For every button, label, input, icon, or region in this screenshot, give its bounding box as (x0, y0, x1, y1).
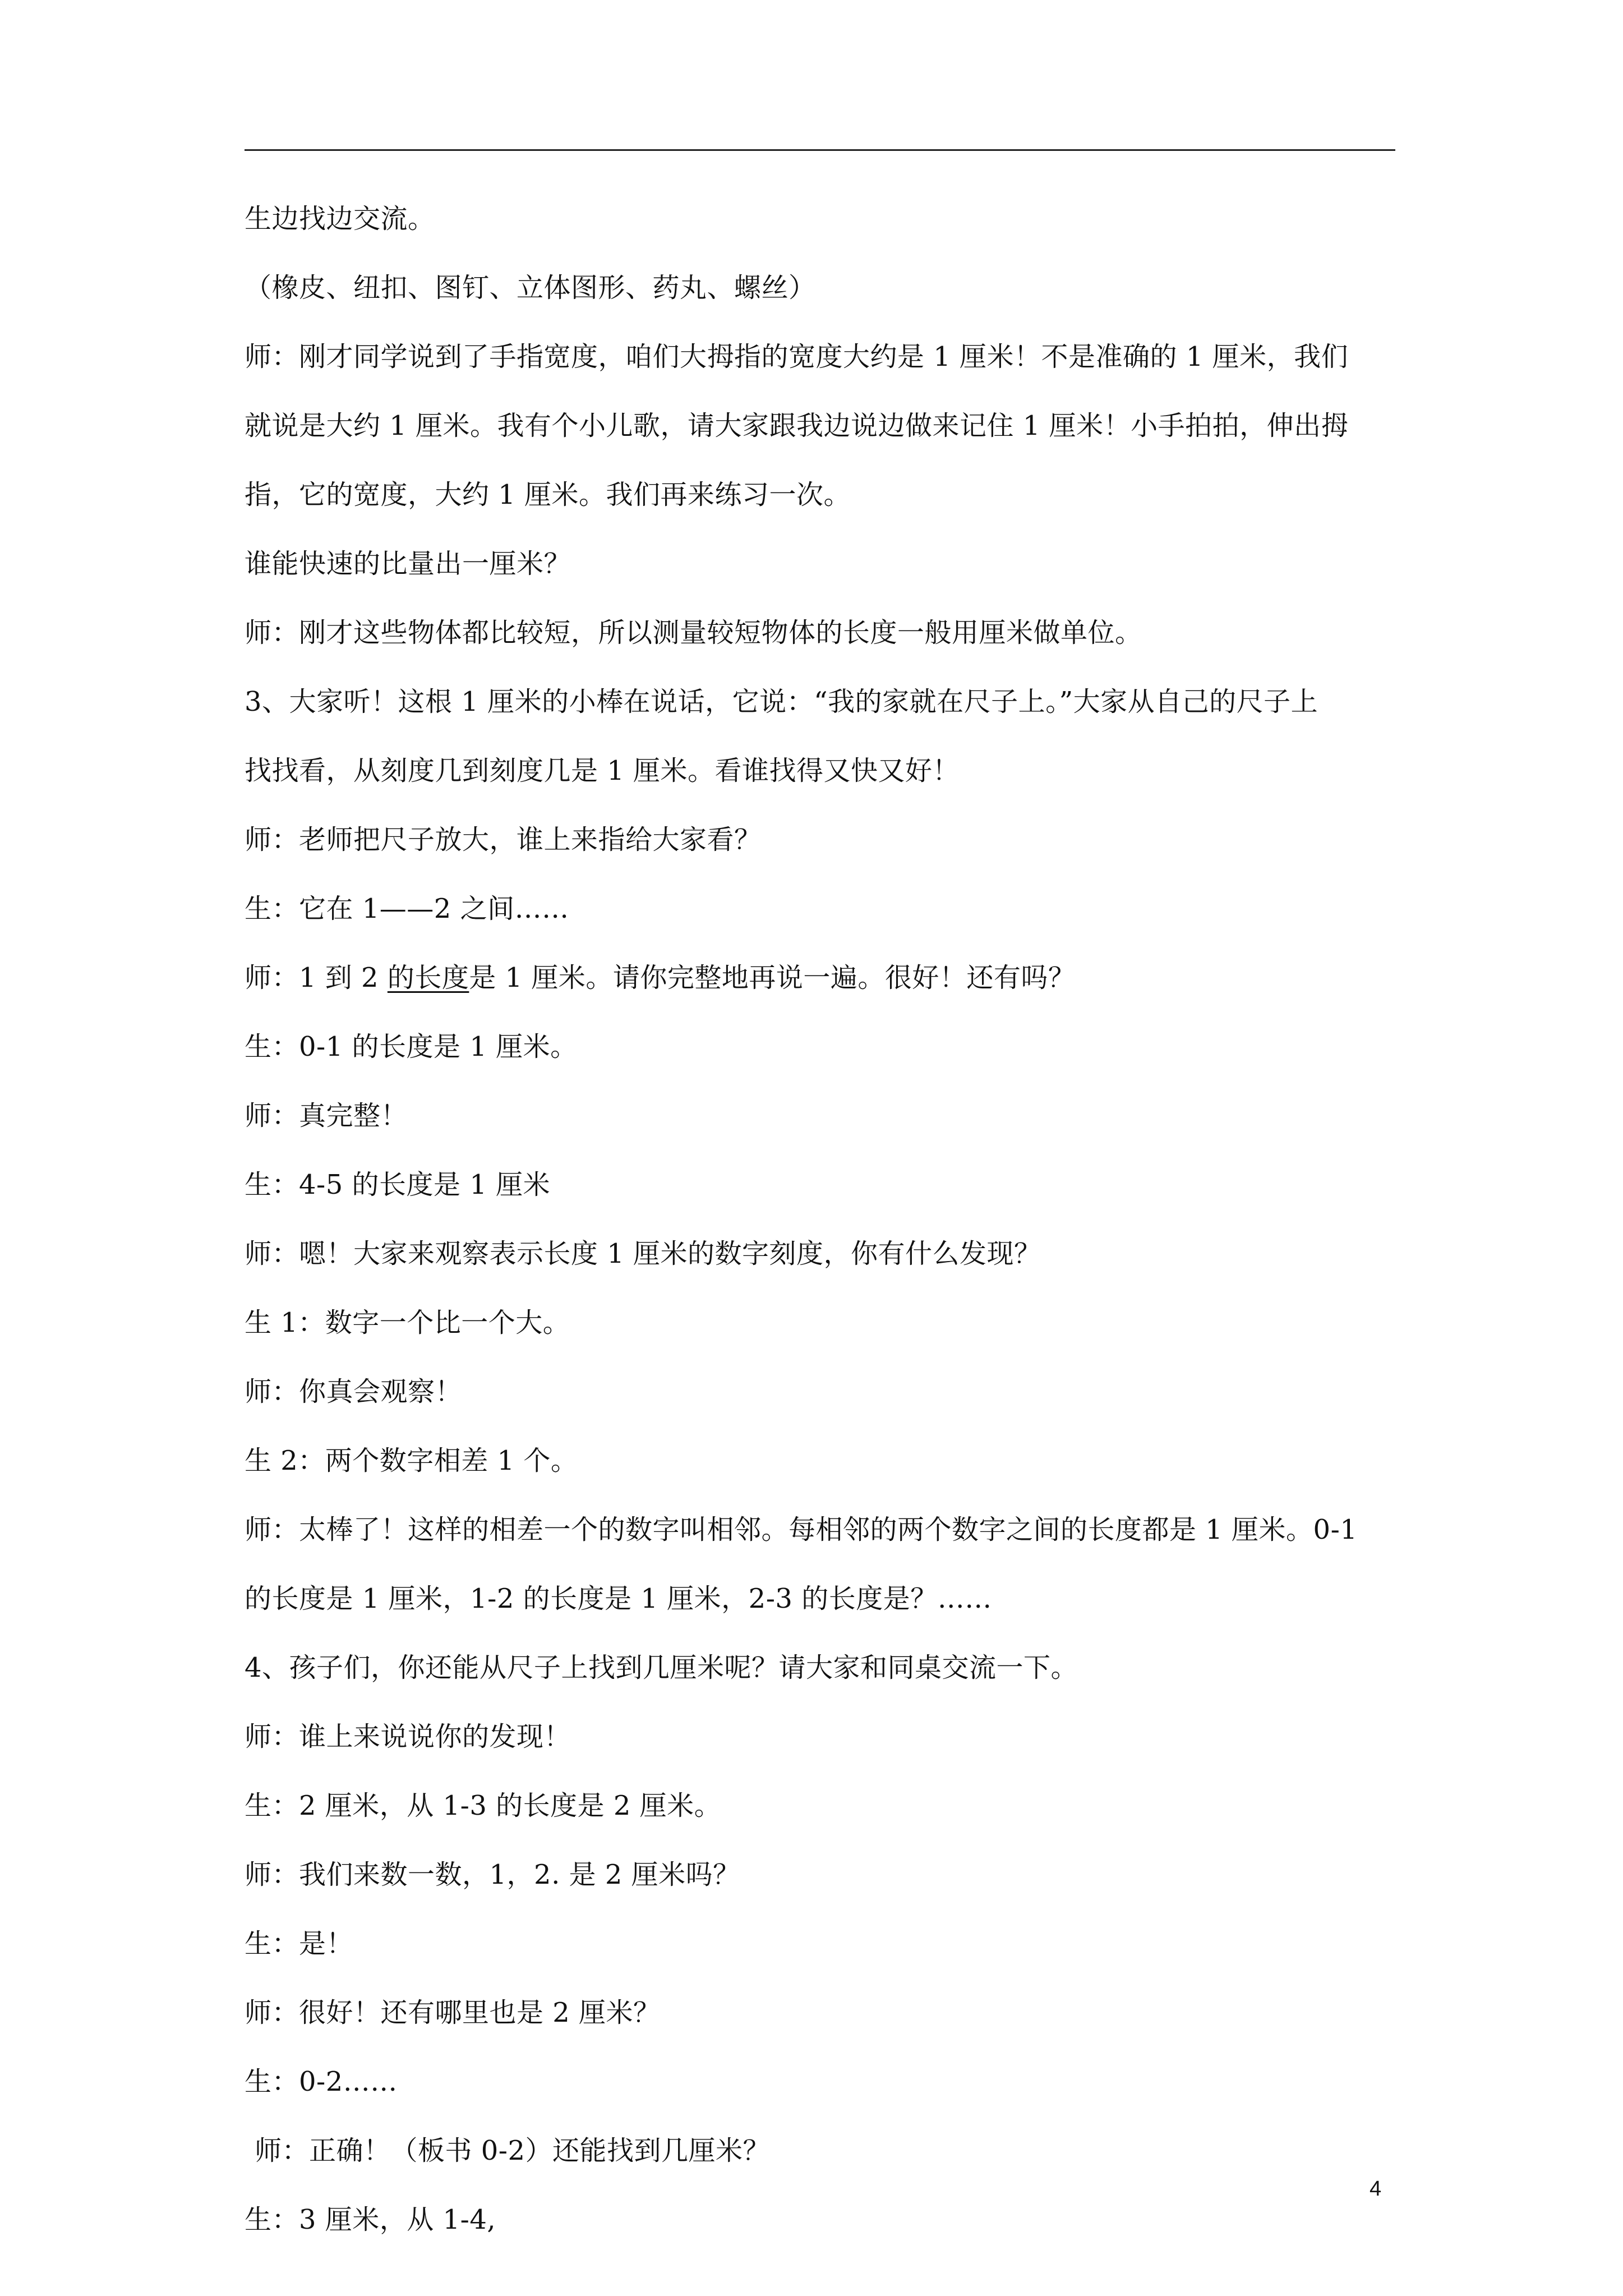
text-line: 师：谁上来说说你的发现！ (245, 1721, 571, 1752)
text-line: 师：刚才这些物体都比较短，所以测量较短物体的长度一般用厘米做单位。 (245, 617, 1142, 648)
underlined-text-line (245, 961, 1395, 995)
text-line: 生：2 厘米，从 1-3 的长度是 2 厘米。 (245, 1790, 722, 1821)
text-line: 生：3 厘米，从 1-4, (245, 2204, 496, 2235)
text-line: 生：4-5 的长度是 1 厘米 (245, 1169, 551, 1200)
text-line: 4、孩子们，你还能从尺子上找到几厘米呢？请大家和同桌交流一下。 (245, 1652, 1078, 1683)
text-line: 生：0-1 的长度是 1 厘米。 (245, 1031, 578, 1062)
text-line: 指，它的宽度，大约 1 厘米。我们再来练习一次。 (245, 479, 851, 510)
text-line: 生：它在 1——2 之间…… (245, 893, 569, 924)
text-line: 师：老师把尺子放大，谁上来指给大家看？ (245, 824, 762, 855)
text-line: 生：是！ (245, 1928, 354, 1959)
text-line: （橡皮、纽扣、图钉、立体图形、药丸、螺丝） (245, 272, 816, 303)
text-line: 师：嗯！大家来观察表示长度 1 厘米的数字刻度，你有什么发现？ (245, 1238, 1041, 1269)
text-line: 生 1：数字一个比一个大。 (245, 1307, 570, 1338)
header-rule (245, 149, 1395, 151)
text-line: 谁能快速的比量出一厘米？ (245, 548, 571, 579)
page-number: 4 (1370, 2177, 1382, 2201)
text-line: 3、大家听！这根 1 厘米的小棒在说话，它说：“我的家就在尺子上。”大家从自己的尺子上 (245, 686, 1318, 717)
text-line: 师：你真会观察！ (245, 1376, 463, 1407)
text-line: 生 2：两个数字相差 1 个。 (245, 1445, 578, 1476)
text-line: 师：很好！还有哪里也是 2 厘米？ (245, 1997, 661, 2028)
text-segment: 是 1 厘米。请你完整地再说一遍。很好！还有吗？ (469, 962, 1076, 993)
text-line: 的长度是 1 厘米，1-2 的长度是 1 厘米，2-3 的长度是？…… (245, 1583, 992, 1614)
text-line: 就说是大约 1 厘米。我有个小儿歌，请大家跟我边说边做来记住 1 厘米！小手拍拍，伸出拇 (245, 410, 1349, 441)
document-body (245, 202, 1395, 2272)
text-line: 生：0-2…… (245, 2066, 398, 2097)
text-line: 师：太棒了！这样的相差一个的数字叫相邻。每相邻的两个数字之间的长度都是 1 厘米。0-1 (245, 1514, 1358, 1545)
text-line: 师：我们来数一数，1，2. 是 2 厘米吗？ (245, 1859, 740, 1890)
text-line: 师：正确！（板书 0-2）还能找到几厘米？ (255, 2135, 771, 2166)
underlined-phrase: 的长度 (387, 962, 469, 993)
text-line: 找找看，从刻度几到刻度几是 1 厘米。看谁找得又快又好！ (245, 755, 960, 786)
text-line: 师：刚才同学说到了手指宽度，咱们大拇指的宽度大约是 1 厘米！不是准确的 1 厘米，我们 (245, 341, 1349, 372)
text-line: 生边找边交流。 (245, 203, 435, 234)
text-segment: 师：1 到 2 (245, 962, 388, 993)
text-line: 师：真完整！ (245, 1100, 408, 1131)
